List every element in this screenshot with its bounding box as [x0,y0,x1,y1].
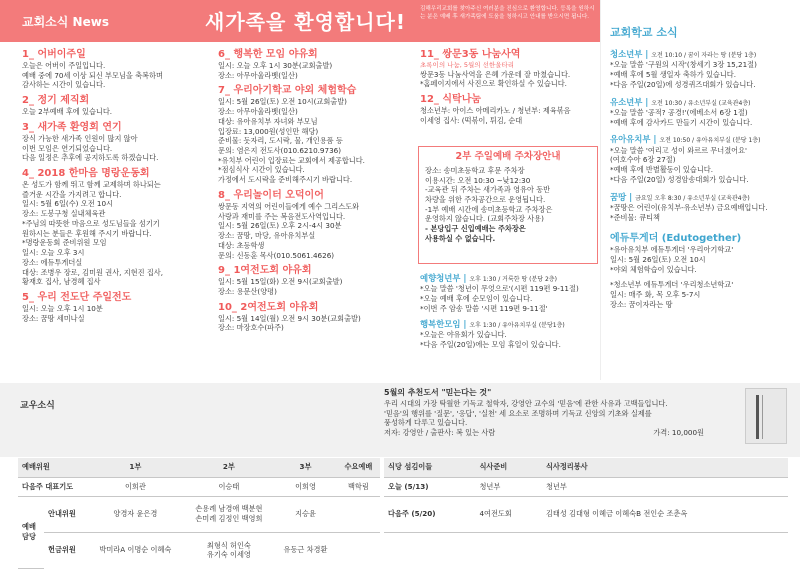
group-meta: 오전 10:50 / 유아유치부실 (분당 1층) [659,137,761,145]
section-heading: 2_ 정기 제직회 [22,95,90,107]
parking-line: 장소: 송미초등학교 후문 주차장 [425,165,525,175]
section-line: 문의: 염은지 전도사(010.6210.9736) [218,146,342,156]
table-header: 1부 [87,458,183,477]
section-line: 일시: 5월 26일(토) 오전 10시(교회출발) [218,97,347,107]
section-line: 사랑과 재미를 주는 복음전도사역입니다. [218,211,346,221]
edutogether-line: 일시: 5월 26일(토) 오전 10시 [610,255,706,264]
section-heading: 7_ 우리아기학교 야외 체험학습 [218,85,357,97]
group-meta: 오후 1:30 / 거룩한 땅 (분당 2층) [469,276,557,283]
section-line: *명랑운동회 준비위원 모임 [22,238,107,248]
table-header: 식당 섬김이들 [384,458,475,477]
group-name: 청소년부 [610,49,643,59]
group-meta: 오전 10:10 / 꿈이 자라는 땅 (분당 1층) [651,52,757,59]
section-line: 장소: 도봉구청 실내체육관 [22,209,106,219]
section-line: 대상: 조병우 장로, 김미원 권사, 지현진 집사, [22,267,164,277]
group-heading: 유아유치부 | 오전 10:50 / 유아유치부실 (분당 1층) [610,134,761,145]
group-name: 행복한모임 [420,318,461,329]
group-heading: 예향청년부 | 오후 1:30 / 거룩한 땅 (분당 2층) [420,273,557,283]
worship-duty-table [18,458,380,569]
section-line: 대상: 초등학생 [218,240,265,250]
group-line: *오늘 말씀 '공적? 공경!'(에베소서 6장 1절) [610,107,748,117]
section-heading: 5_ 우리 전도단 주일전도 [22,291,132,303]
group-line: *오늘 말씀 '여리고 성이 와르르 무너졌어요' [610,145,748,155]
parking-line: -교육관 뒤 주차는 새가족과 영유아 동반 [425,185,551,195]
section-line: 원하시는 분들은 후원해 주시기 바랍니다. [22,228,152,238]
table-cell: 4여전도회 [475,496,541,532]
table-header: 수요예배 [337,458,380,477]
section-line: *주님의 따뜻한 마음으로 성도님들을 섬기기 [22,218,160,228]
book-line: 풍성하게 다루고 있습니다. [384,418,468,428]
section-heading: 8_ 우리놀이터 오덕이어 [218,189,324,201]
group-name: 꿈땅 [610,191,627,202]
table-cell: 박미라A 이명순 이혜숙 [99,545,172,555]
parking-line: 이용시간: 오전 10:30 ~낮12:30 [425,175,531,185]
table-cell: 지승윤 [274,496,337,532]
group-line: *예배 후에 반별활동이 있습니다. [610,165,713,175]
group-line: (여호수아 6장 27절) [610,155,676,165]
section-line: 대상: 유아유치부 자녀와 부모님 [218,116,318,126]
section-line: 이번 모임은 연기되었습니다. [22,143,113,153]
section-line: 장소: 아무아울라벳(일산) [218,70,298,80]
group-line: *오늘 말씀 '청년이 무엇으로'(시편 119편 9-11절) [420,284,579,294]
table-cell: 손용례 남경애 백분현 손미례 김정인 백영희 [184,496,275,532]
section-line: 장소: 마장호수(파주) [218,323,284,333]
table-cell: 백학림 [337,477,380,496]
book-line: 우리 시대의 가장 탁월한 기독교 철학자, 강영안 교수의 '믿음'에 관한 사유과 고백들입니다. [384,398,668,408]
table-cell: 다음주 (5/20) [384,496,475,532]
group-meta: 오전 10:30 / 유소년부실 (교육관4층) [651,99,751,107]
book-price: 가격: 10,000원 [653,427,704,437]
table-header: 3부 [274,458,337,477]
section-subheading: 초록이의 나눔, 5월의 선한울타리 [420,61,515,69]
table-side-label: 예배 담당 [18,496,44,568]
section-line: 황재호 집사, 남경혜 집사 [22,277,101,287]
group-heading: 청소년부 | 오전 10:10 / 꿈이 자라는 땅 (분당 1층) [610,49,757,59]
table-cell: 이희관 [87,477,183,496]
section-heading: 12_ 식탁나눔 [420,94,482,106]
group-line: *오늘 말씀 '구원의 시작'(창세기 3장 15,21절) [610,60,757,70]
edutogether-line: *청소년부 에듀투게더 '우리청소년학교' [610,280,734,290]
section-line: *홈페이지에서 사진으로 확인하실 수 있습니다. [420,79,567,89]
section-line: 장소: 아무아울라벳(일산) [218,107,298,117]
youth-groups [420,268,598,349]
section-line: 일시: 오늘 오후 1시 10분 [22,303,103,313]
section-line: 예배 중에 70세 이상 되신 부모님을 축복하며 [22,70,163,80]
parking-title: 2부 주일예배 주차장안내 [455,151,561,162]
section-line: 가정에서 도시락을 준비해주시기 바랍니다. [218,175,353,185]
section-line: 일시: 5월 14일(월) 오전 9시 30분(교회출발) [218,313,361,323]
section-line: 오늘은 어버이 주일입니다. [22,61,106,70]
group-line: *꿈땅은 어린이(유치부-유소년부) 금요예배입니다. [610,202,768,212]
table-cell: 유동근 차경환 [283,545,328,555]
group-heading: 행복한모임 | 오후 1:30 / 유아유치부실 (분당1층) [420,318,565,329]
table-cell: 양경자 윤은경 [87,496,183,532]
table-cell: 최형식 허인숙 유기숙 이세영 [206,540,251,560]
section-line: 일시: 오늘 오후 3시 [22,248,85,258]
table-header: 2부 [184,458,275,477]
section-line: 이세영 집사: (떡볶이, 튀김, 순대 [420,115,523,125]
group-name: 유소년부 [610,96,643,107]
book-author: 저자: 강영안 / 출판사: 복 있는 사람 [384,427,496,437]
group-line: *오늘은 야유회가 있습니다. [420,329,507,339]
section-heading: 3_ 새가족 환영회 연기 [22,121,122,133]
table-cell: 이승태 [184,477,275,496]
edutogether-line: 일시: 매주 화, 목 오후 5-7시 [610,290,701,300]
book-title: 5월의 추천도서 "믿는다는 것" [384,388,492,397]
table-cell: 다음주 대표기도 [18,477,87,496]
group-meta: 오후 1:30 / 유아유치부실 (분당1층) [469,321,565,329]
group-line: *예배 후에 감사카드 만들기 시간이 있습니다. [610,117,753,127]
parking-line: 차량을 위한 주차공간으로 운영됩니다. [425,194,546,204]
parking-notice-box [418,146,598,264]
section-line: 일시: 5월 26일(토) 오후 2시-4시 30분 [218,221,342,231]
section-label: 교회소식 News [22,15,109,29]
group-line: *이번 주 암송 말씀 '시편 119편 9-11절' [420,303,548,313]
section-line: 온 성도가 함께 뛰고 함께 교제하며 하나되는 [22,180,161,190]
table-header: 식사정리봉사 [542,458,788,477]
section-line: 오늘 2부예배 후에 있습니다. [22,107,113,117]
table-header: 예배위원 [18,458,87,477]
meal-service-table [384,458,788,533]
divider [600,0,601,380]
school-news-title: 교회학교 소식 [610,26,678,39]
book-line: '믿음'의 행위를 '질문', '응답', '실천' 세 요소로 조명하며 기독교 신앙의 기초와 실제를 [384,408,652,418]
section-heading: 11_ 쌍문3동 나눔사역 [420,49,521,60]
section-line: 장소: 꿈땅, 마당, 유아유치부실 [218,231,316,241]
table-cell: 청년부 [542,477,788,496]
parking-line: -1부 예배 시간에 송미초등학교 주차장은 [425,204,553,214]
section-line: 일시: 5월 6일(수) 오전 10시 [22,199,114,209]
page-title: 새가족을 환영합니다! [205,10,406,34]
news-column-3 [420,44,598,126]
table-cell: 오늘 (5/13) [384,477,475,496]
table-cell: 이희영 [274,477,337,496]
welcome-note: 김해우리교회를 찾아주신 여러분을 진심으로 환영합니다. 등록을 원하시는 분은 예배 후 새가족팀에 도움을 청하시고 안내를 받으시면 됩니다. [420,6,595,20]
section-line: 즐거운 시간을 가지려고 합니다. [22,189,122,199]
table-cell: 김태성 김대형 이혜금 이혜숙B 전인순 조춘옥 [542,496,788,532]
group-heading: 유소년부 | 오전 10:30 / 유소년부실 (교육관4층) [610,96,751,107]
section-line: 감사하는 시간이 있습니다. [22,80,106,90]
section-line: 장소: 꿈땅 세미나실 [22,313,85,323]
section-line: *점심식사 시간이 있습니다. [218,165,305,175]
group-name: 예향청년부 [420,273,461,283]
section-line: 장식 가능한 새가족 인원이 많지 않아 [22,133,138,143]
group-name: 유아유치부 [610,134,651,145]
section-line: 준비물: 돗자리, 도시락, 물, 개인용품 등 [218,136,343,146]
section-line: 쌍문동 지역의 어린이들에게 예수 그리스도와 [218,201,360,211]
table-cell: 헌금위원 [48,545,76,555]
section-line: *유치부 어린이 입장료는 교회에서 제공합니다. [218,155,365,165]
group-line: *다음 주일(20일)에는 모임 휴일이 있습니다. [420,339,561,349]
parking-line: 운영하지 않습니다. (교회주차장 사용) [425,214,544,224]
table-cell: 안내위원 [44,496,87,532]
section-line: 일시: 5월 15일(화) 오전 9시(교회출발) [218,277,343,287]
group-line: *준비물: 큐티책 [610,212,660,222]
section-line: 장소: 용문산(양평) [218,286,277,296]
group-line: *오늘 예배 후에 순모임이 있습니다. [420,294,533,304]
group-line: *예배 후에 5월 생일자 축하가 있습니다. [610,70,737,80]
news-column-2 [218,44,413,333]
edutogether-title: 에듀투게더 (Edutogether) [610,233,742,245]
edutogether-line: *야외 체험학습이 있습니다. [610,264,697,274]
section-line: 문의: 신동훈 목사(010.5061.4626) [218,250,335,260]
group-line: *다음 주일(20일)에 성경퀴즈대회가 있습니다. [610,79,756,89]
section-heading: 1_ 어버이주일 [22,49,86,60]
group-meta: 금요일 오후 8:30 / 유소년부실 (교육관4층) [635,194,750,202]
header-band [0,0,600,42]
edutogether-line: 장소: 꿈이자라는 땅 [610,299,673,309]
church-school-news [610,42,795,310]
parking-warning: - 본당입구 신입예배는 주차장은 [425,224,526,234]
section-heading: 10_ 2여전도회 야유회 [218,301,319,313]
parking-warning: 사용하실 수 없습니다. [425,233,496,243]
edutogether-line: *유아유치부 에듀투게더 '우리아기학교' [610,245,734,255]
section-heading: 6_ 행복한 모임 야유회 [218,49,318,60]
members-news-title: 교우소식 [20,401,55,411]
section-line: 다음 일정은 추후에 공지하도록 하겠습니다. [22,153,159,163]
section-line: 입장료: 13,000원(성인만 해당) [218,126,319,136]
section-line: 장소: 에듀투게더실 [22,257,83,267]
section-heading: 9_ 1여전도회 야유회 [218,265,312,277]
news-column-1 [22,44,212,323]
group-heading: 꿈땅 | 금요일 오후 8:30 / 유소년부실 (교육관4층) [610,191,750,202]
group-line: *다음 주일(20일) 성경암송대회가 있습니다. [610,174,749,184]
section-line: 청소년부: 아이스 아메리카노 / 청년부: 제육볶음 [420,106,571,116]
table-cell: 청년부 [475,477,541,496]
section-heading: 4_ 2018 한마음 명랑운동회 [22,168,150,180]
table-header: 식사준비 [475,458,541,477]
book-cover-image [745,388,787,444]
section-line: 일시: 오늘 오후 1시 30분(교회출발) [218,61,333,70]
section-line: 쌍문3동 나눔사역을 은혜 가운데 잘 마쳤습니다. [420,69,571,79]
recommended-book [384,388,736,452]
